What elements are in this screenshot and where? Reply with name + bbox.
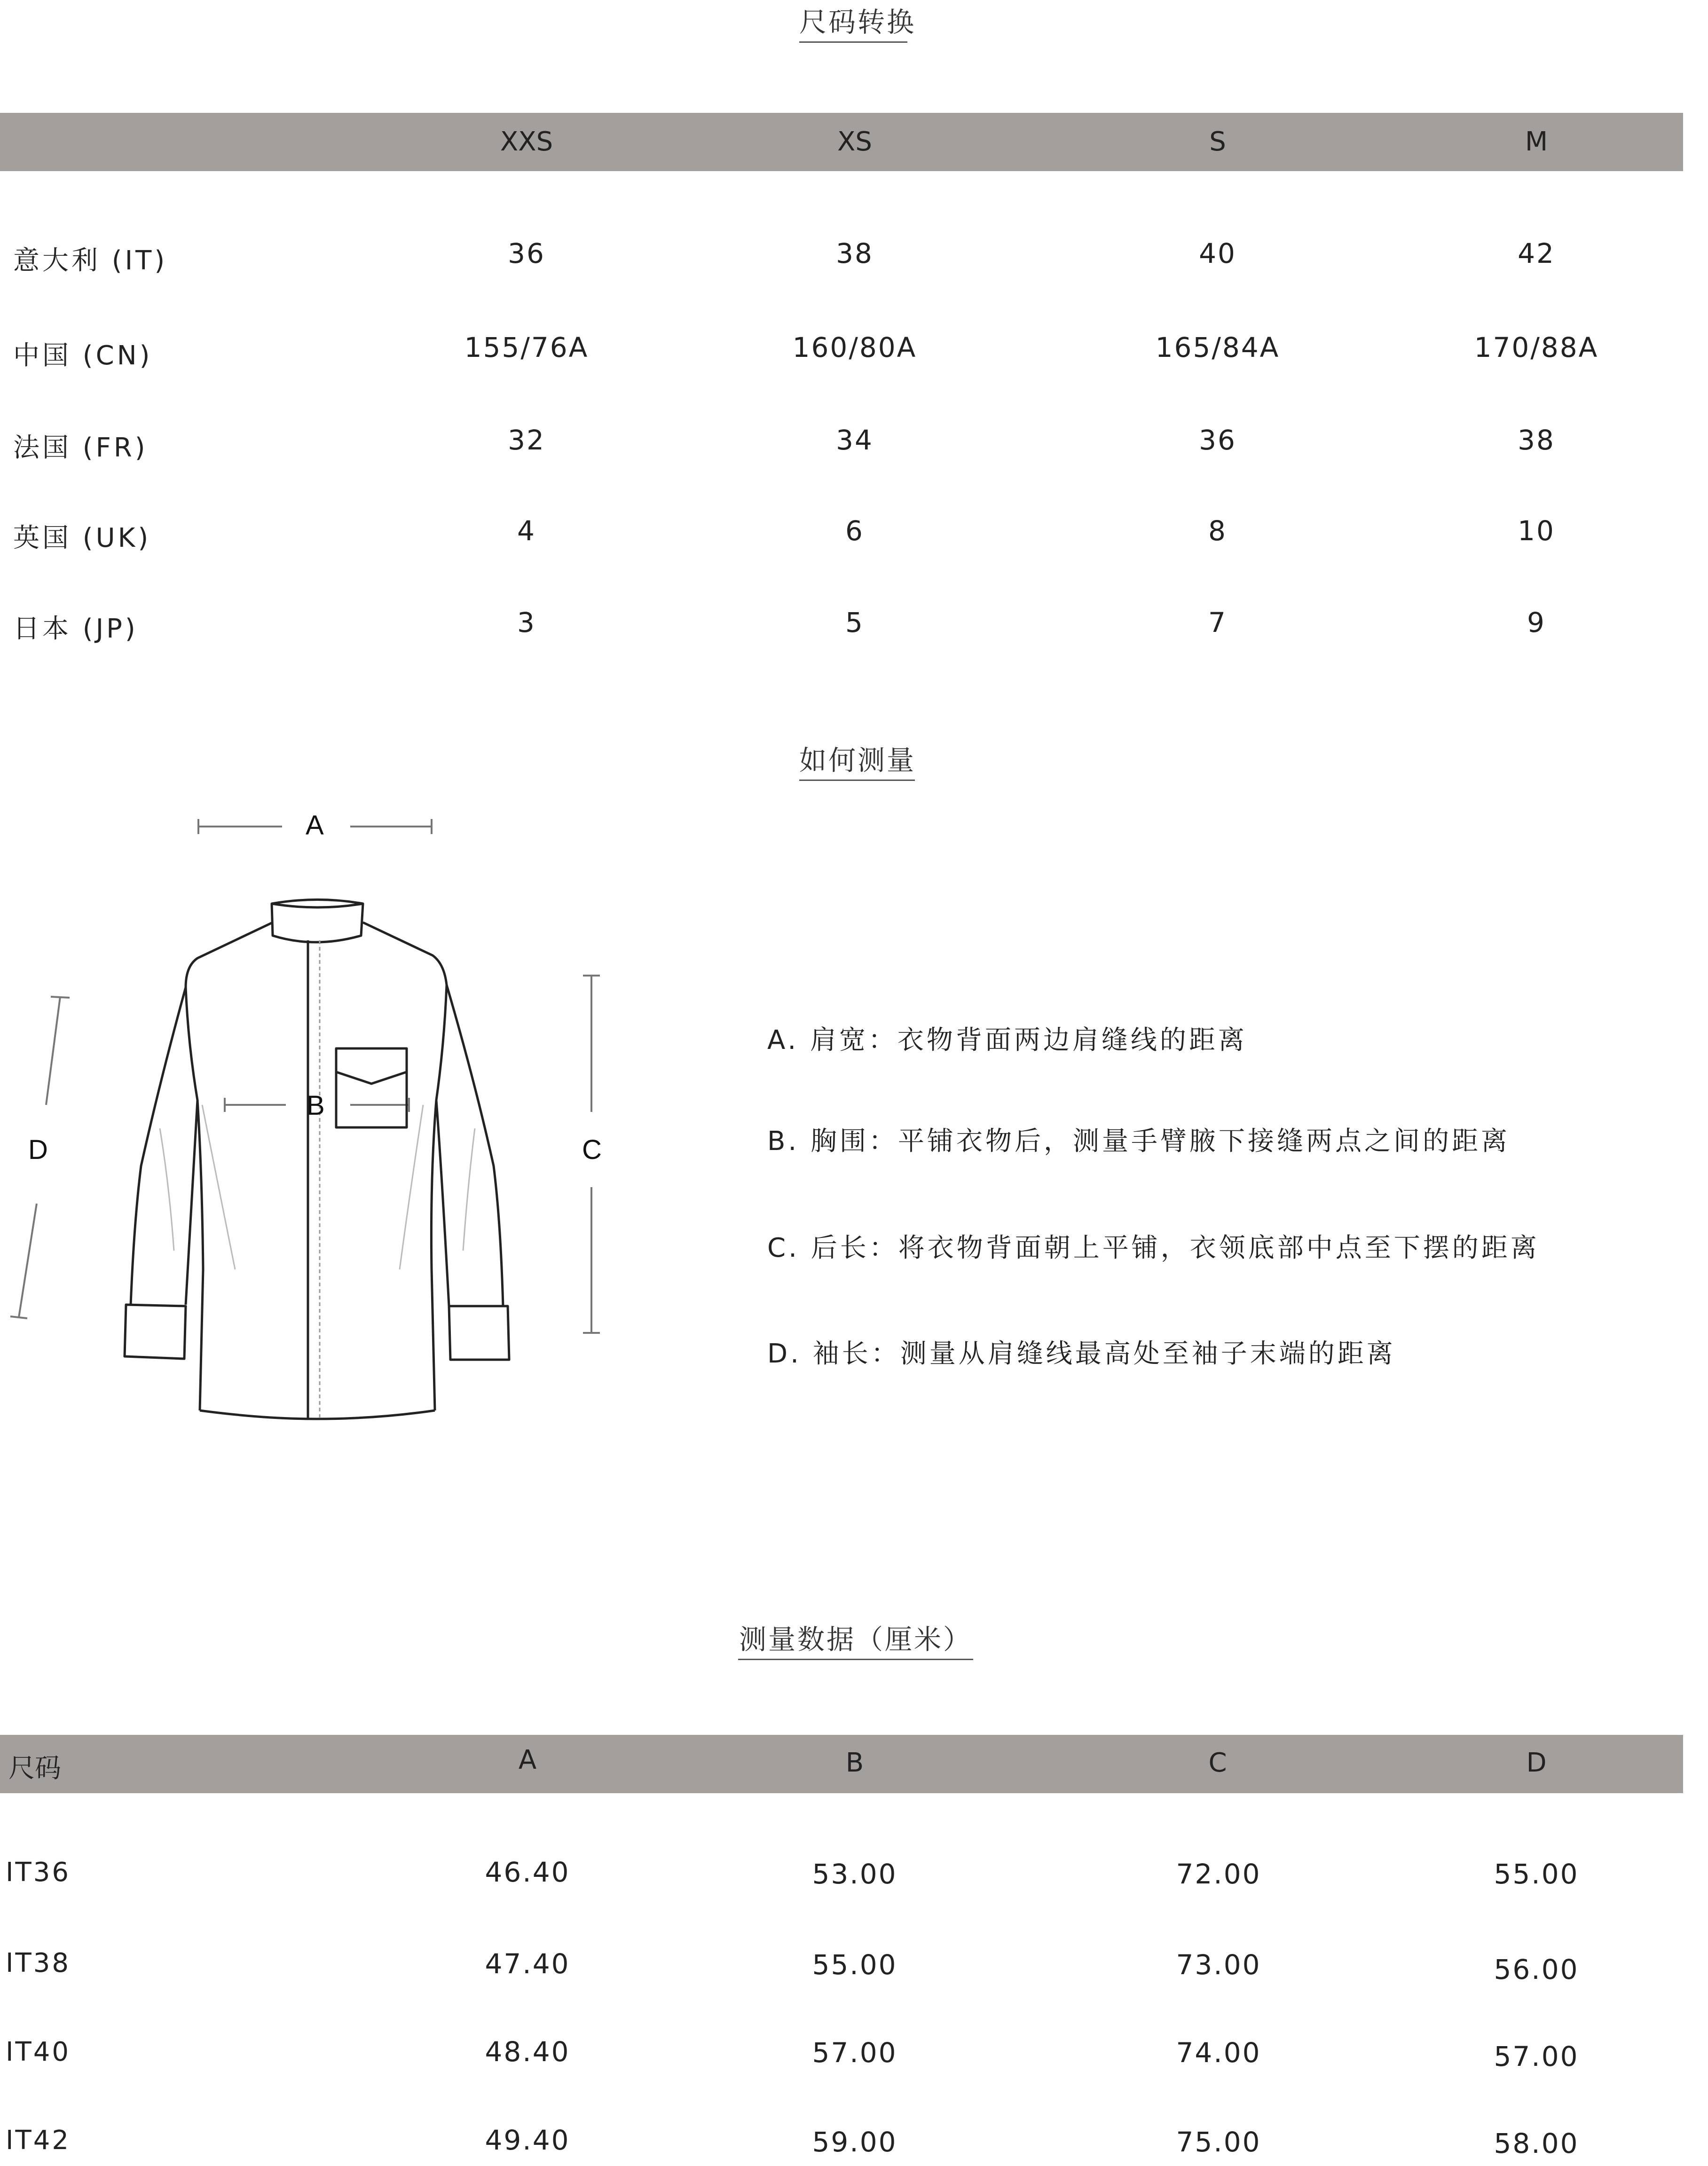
row-label-jp: 日本 (JP) <box>13 614 138 644</box>
measure-it36-a: 46.40 <box>485 1856 570 1888</box>
cell-it-s: 40 <box>1199 237 1236 269</box>
cell-it-m: 42 <box>1518 237 1555 269</box>
measure-it38-a: 47.40 <box>485 1948 570 1980</box>
measure-it38-c: 73.00 <box>1176 1949 1261 1981</box>
size-header-m: M <box>1525 126 1548 157</box>
cell-cn-m: 170/88A <box>1474 331 1599 363</box>
cell-it-xxs: 36 <box>508 237 545 269</box>
measure-it42-a: 49.40 <box>485 2124 570 2156</box>
measure-it42-d: 58.00 <box>1494 2127 1579 2159</box>
cell-fr-xxs: 32 <box>508 424 545 456</box>
measure-it40-c: 74.00 <box>1176 2037 1261 2069</box>
measure-row-label-it40: IT40 <box>6 2037 71 2067</box>
cell-uk-xxs: 4 <box>517 515 536 547</box>
cell-fr-m: 38 <box>1518 424 1555 456</box>
measure-row-label-it36: IT36 <box>6 1857 71 1888</box>
size-header-s: S <box>1209 126 1226 157</box>
description-c: C. 后长：将衣物背面朝上平铺，衣领底部中点至下摆的距离 <box>767 1233 1540 1263</box>
measure-it40-a: 48.40 <box>485 2036 570 2068</box>
description-d: D. 袖长：测量从肩缝线最高处至袖子末端的距离 <box>767 1339 1396 1369</box>
description-a: A. 肩宽：衣物背面两边肩缝线的距离 <box>767 1025 1247 1055</box>
cell-jp-xxs: 3 <box>517 606 536 638</box>
cell-jp-m: 9 <box>1527 606 1546 638</box>
measure-row-label-it38: IT38 <box>6 1948 71 1978</box>
measure-header-size: 尺码 <box>8 1753 61 1784</box>
measurements-header-band <box>0 1735 1683 1793</box>
measure-it36-b: 53.00 <box>812 1858 897 1890</box>
measure-it42-b: 59.00 <box>812 2126 897 2158</box>
measure-it38-d: 56.00 <box>1494 1953 1579 1985</box>
row-label-uk: 英国 (UK) <box>13 523 151 553</box>
cell-uk-xs: 6 <box>845 515 864 547</box>
size-header-xxs: XXS <box>500 126 553 157</box>
cell-uk-s: 8 <box>1208 515 1227 547</box>
shirt-illustration <box>0 799 658 1448</box>
description-b: B. 胸围：平铺衣物后，测量手臂腋下接缝两点之间的距离 <box>767 1126 1511 1157</box>
conversion-header-band <box>0 113 1683 171</box>
measure-it40-b: 57.00 <box>812 2037 897 2069</box>
measure-header-d: D <box>1526 1748 1547 1778</box>
size-header-xs: XS <box>837 126 872 157</box>
measurements-title: 测量数据（厘米） <box>738 1617 973 1660</box>
measure-it36-d: 55.00 <box>1494 1858 1579 1890</box>
measure-header-c: C <box>1208 1748 1227 1778</box>
cell-cn-s: 165/84A <box>1155 331 1280 363</box>
cell-uk-m: 10 <box>1518 515 1555 547</box>
cell-it-xs: 38 <box>836 237 874 269</box>
diagram-letter-b: B <box>307 1090 325 1121</box>
diagram-letter-a: A <box>306 810 324 841</box>
diagram-letter-d: D <box>28 1134 48 1165</box>
shirt-diagram <box>0 799 658 1448</box>
measure-it40-d: 57.00 <box>1494 2040 1579 2072</box>
cell-fr-s: 36 <box>1199 424 1236 456</box>
measure-it38-b: 55.00 <box>812 1949 897 1981</box>
measure-it42-c: 75.00 <box>1176 2126 1261 2158</box>
cell-cn-xs: 160/80A <box>792 331 917 363</box>
cell-jp-xs: 5 <box>845 606 864 638</box>
cell-jp-s: 7 <box>1208 606 1227 638</box>
howto-title: 如何测量 <box>799 738 915 781</box>
measure-header-a: A <box>518 1745 537 1775</box>
measure-it36-c: 72.00 <box>1176 1858 1261 1890</box>
measure-row-label-it42: IT42 <box>6 2125 71 2156</box>
cell-fr-xs: 34 <box>836 424 874 456</box>
cell-cn-xxs: 155/76A <box>464 331 589 363</box>
row-label-fr: 法国 (FR) <box>13 433 148 463</box>
conversion-title: 尺码转换 <box>799 0 907 43</box>
diagram-letter-c: C <box>582 1134 602 1165</box>
row-label-cn: 中国 (CN) <box>13 340 153 371</box>
row-label-it: 意大利 (IT) <box>13 245 168 276</box>
measure-header-b: B <box>845 1748 864 1778</box>
